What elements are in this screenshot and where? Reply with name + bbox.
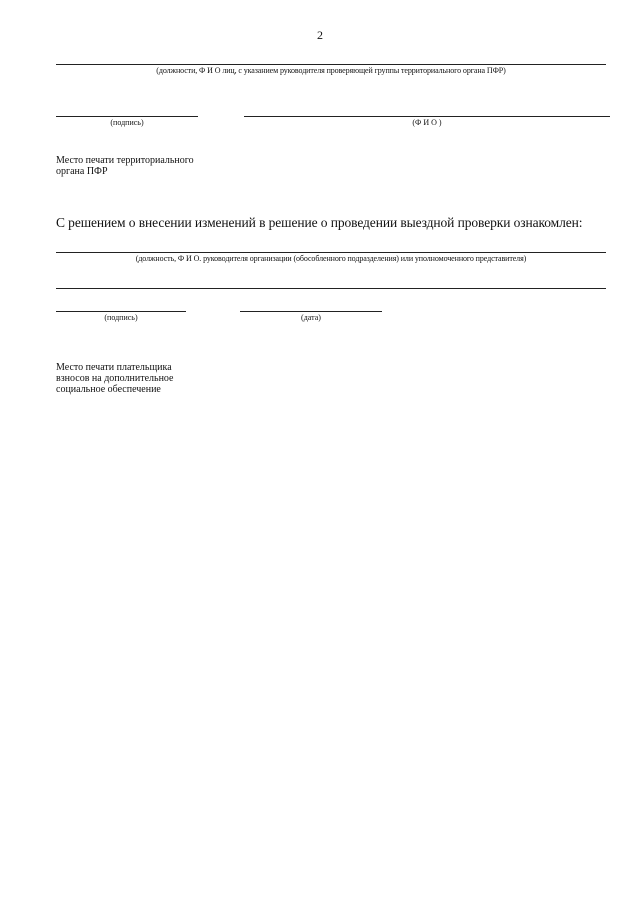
- inspector-position-line: [56, 64, 606, 65]
- payer-stamp-line-1: Место печати плательщика: [56, 362, 172, 373]
- representative-extra-line: [56, 288, 606, 289]
- inspector-fio-caption: (Ф И О ): [412, 118, 442, 127]
- payer-stamp-place-label: [56, 362, 236, 395]
- acknowledgement-heading: С решением о внесении изменений в решение о проведении выездной проверки ознакомлен:: [56, 215, 583, 230]
- representative-date-line: [240, 311, 382, 312]
- representative-signature-caption: (подпись): [104, 313, 138, 322]
- payer-stamp-line-2: взносов на дополнительное: [56, 373, 174, 384]
- representative-signature-line: [56, 311, 186, 312]
- pfr-stamp-line-1: Место печати территориального: [56, 155, 194, 166]
- representative-date-caption: (дата): [301, 313, 321, 322]
- pfr-stamp-place-label: [56, 155, 236, 177]
- inspector-signature-line: [56, 116, 198, 117]
- inspector-fio-line: [244, 116, 610, 117]
- inspector-position-caption: (должности, Ф И О лиц, с указанием руководителя проверяющей группы территориального органа ПФР): [156, 66, 506, 75]
- representative-position-caption: (должность, Ф И О. руководителя организации (обособленного подразделения) или уполномоченного представителя): [135, 254, 527, 263]
- inspector-signature-caption: (подпись): [110, 118, 144, 127]
- representative-position-line: [56, 252, 606, 253]
- payer-stamp-line-3: социальное обеспечение: [56, 384, 161, 395]
- page-number: 2: [317, 28, 323, 42]
- pfr-stamp-line-2: органа ПФР: [56, 166, 108, 177]
